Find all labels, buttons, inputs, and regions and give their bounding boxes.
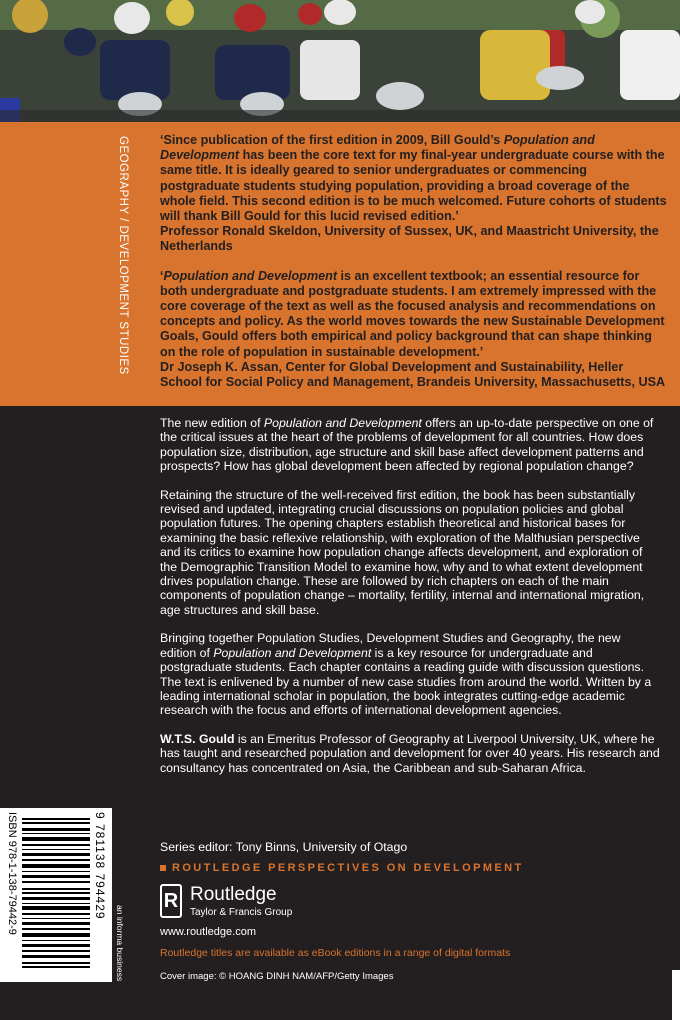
paragraph-text: is an Emeritus Professor of Geography at Liverpool University, UK, where he has taught and researched population and development for over 40 years. His research and consultancy has concentrated on Asia, the Caribbean and sub-Saharan Africa.: [160, 731, 660, 775]
description-paragraph: [160, 631, 660, 717]
subject-category: [113, 136, 135, 375]
book-title: Population and Development: [163, 268, 338, 283]
quote-attribution: Professor Ronald Skeldon, University of Sussex, UK, and Maastricht University, the Netherlands: [160, 224, 659, 254]
publisher-name: Routledge: [190, 884, 277, 905]
barcode-digits: [94, 812, 108, 978]
quote-text: ‘: [160, 268, 164, 283]
publisher-website[interactable]: www.routledge.com: [160, 926, 256, 938]
paragraph-text: is a key resource for undergraduate and postgraduate students. Each chapter contains a reading guide with discussion questions. The text is enlivened by a number of new case studies from around the world. Written by a leading international scholar in population, the book integrates cutting-edge academic research with the focus and efforts of international development agencies.: [160, 645, 652, 718]
square-bullet-icon: [160, 865, 166, 871]
quote-text: is an excellent textbook; an essential resource for both undergraduate and postgraduate students. I am extremely impressed with the core coverage of the text as well as the focused analysis and recommendations on concepts and policy. As the world moves towards the new Sustainable Development Goals, Gould offers both empirical and policy background that can shape thinking on the role of population in sustainable development.’: [160, 268, 665, 359]
informa-text: an informa business: [115, 905, 125, 982]
cover-photo: [0, 0, 680, 122]
barcode-panel: [0, 808, 112, 982]
paragraph-text: Bringing together Population Studies, Development Studies and Geography, the new edition of: [160, 631, 621, 660]
book-title: Population and Development: [263, 416, 422, 430]
endorsement-quote: [160, 269, 668, 391]
book-description: [160, 416, 660, 789]
isbn-label: ISBN 978-1-138-79442-9: [6, 812, 18, 935]
paragraph-text: offers an up-to-date perspective on one of the critical issues at the heart of the problems of development for all countries. How does population size, distribution, age structure and skill base affect development patterns and prospects? How has global development been affected by regional population change?: [160, 416, 654, 474]
traffic-photo-illustration: [0, 0, 680, 122]
routledge-logo-icon: R: [160, 884, 182, 918]
edge-mark: [672, 970, 680, 1020]
quote-attribution: Dr Joseph K. Assan, Center for Global Development and Sustainability, Heller School for Social Policy and Management, Brandeis University, Massachusetts, USA: [160, 359, 666, 390]
series-name-label: ROUTLEDGE PERSPECTIVES ON DEVELOPMENT: [172, 862, 524, 874]
endorsement-quote: [160, 133, 668, 255]
book-title: Population and Development: [213, 645, 372, 660]
subject-category-label: GEOGRAPHY / DEVELOPMENT STUDIES: [117, 136, 129, 375]
author-bio: [160, 732, 660, 775]
series-editor: Series editor: Tony Binns, University of Otago: [160, 840, 408, 854]
quote-text: has been the core text for my final-year undergraduate course with the same title. It is ideally geared to senior undergraduates or commencing postgraduate students studying population, providing a broad coverage of the whole field. This second edition is to be much welcomed. Future cohorts of students will thank Bill Gould for this lucid revised edition.’: [160, 148, 667, 224]
isbn: [6, 812, 18, 978]
ebook-note: Routledge titles are available as eBook editions in a range of digital formats: [160, 947, 511, 959]
barcode-digits-label: 9 781138 794429: [93, 812, 107, 920]
series-name: [160, 862, 524, 874]
book-title: Population and Development: [160, 133, 595, 163]
description-paragraph: [160, 416, 660, 474]
publisher-subtitle: Taylor & Francis Group: [190, 907, 293, 918]
quote-text: ‘Since publication of the first edition in 2009, Bill Gould’s: [160, 133, 504, 147]
description-paragraph: Retaining the structure of the well-received first edition, the book has been substantially revised and updated, integrating crucial discussions on population policies and global population futures. The opening chapters establish theoretical and historical bases for examining the basic reflexive relationship, with exploration of the Malthusian perspective and its critics to examine how population change affects development, and exploration of the Demographic Transition Model to examine how, why and to what extent development drives population change. These are followed by rich chapters on each of the main components of population change – mortality, fertility, internal and international migration, age structures and skill base.: [160, 487, 645, 617]
informa-label: [114, 905, 126, 985]
paragraph-text: The new edition of: [160, 416, 264, 430]
author-name: W.T.S. Gould: [160, 731, 235, 746]
endorsements: [160, 133, 668, 404]
cover-credit: Cover image: © HOANG DINH NAM/AFP/Getty Images: [160, 971, 394, 982]
barcode-icon: [22, 818, 90, 968]
